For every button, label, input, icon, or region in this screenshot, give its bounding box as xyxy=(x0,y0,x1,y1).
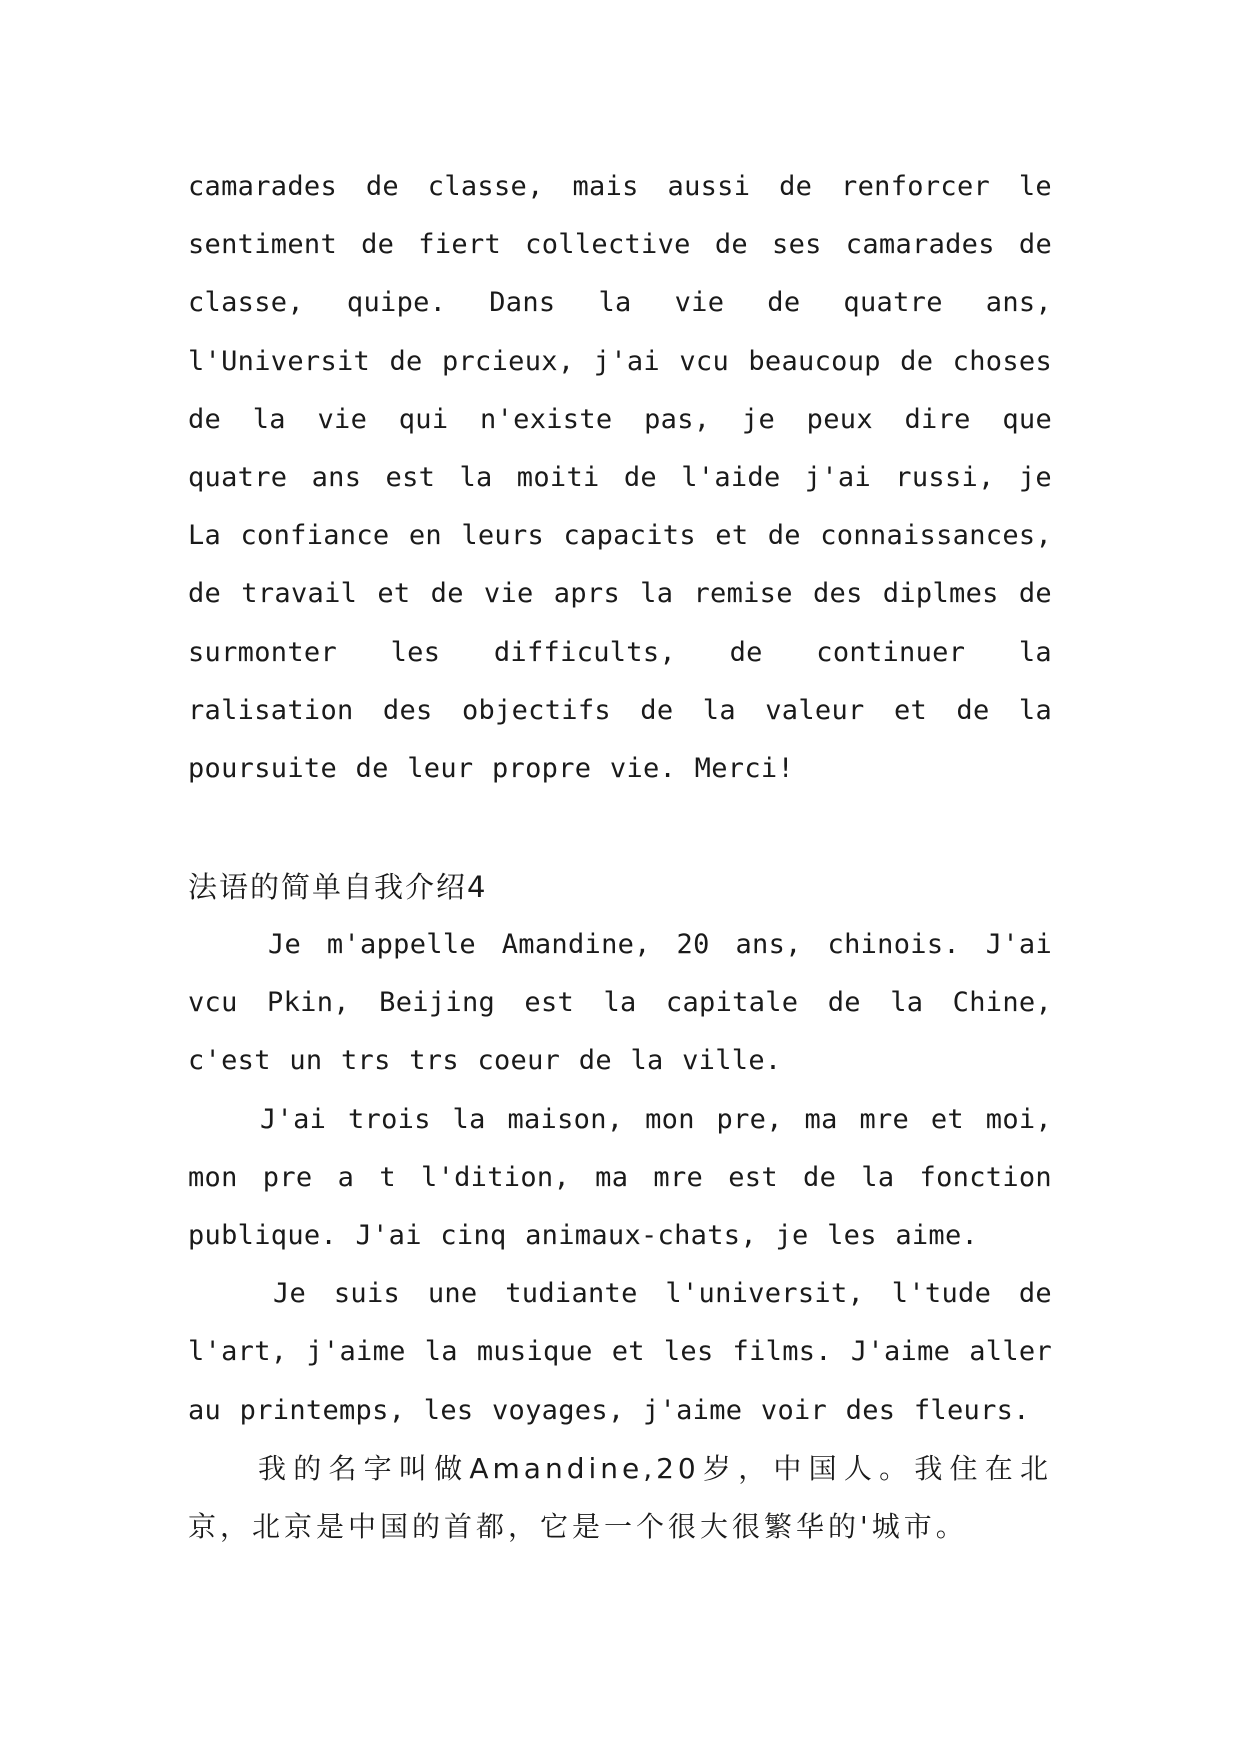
paragraph-text: camarades de classe, mais aussi de renforcer le sentiment de fiert collective de ses camarades de classe, quipe. Dans la vie de quatre ans, l'Universit de prcieux, j'ai vcu beaucoup de choses de la vie qui n'existe pas, je peux dire que quatre ans est la moiti de l'aide j'ai russi, je La confiance en leurs capacits et de connaissances, de travail et de vie aprs la remise des diplmes de surmonter les difficults, de continuer la ralisation des objectifs de la valeur et de la poursuite de leur propre vie. Merci! xyxy=(188,171,1052,785)
section-body xyxy=(188,916,1052,1556)
paragraph-studies: Je suis une tudiante l'universit, l'tude de l'art, j'aime la musique et les films. J'aime aller au printemps, les voyages, j'aime voir des fleurs. xyxy=(188,1278,1052,1426)
continuation-paragraph xyxy=(188,158,1052,798)
paragraph-chinese: 我的名字叫做Amandine,20岁，中国人。我住在北京，北京是中国的首都，它是一个很大很繁华的'城市。 xyxy=(188,1451,1052,1544)
section-heading: 法语的简单自我介绍4 xyxy=(188,870,488,904)
paragraph-intro: Je m'appelle Amandine, 20 ans, chinois. J'ai vcu Pkin, Beijing est la capitale de la Chine, c'est un trs trs coeur de la ville. xyxy=(188,929,1052,1077)
paragraph-family: J'ai trois la maison, mon pre, ma mre et moi, mon pre a t l'dition, ma mre est de la fonction publique. J'ai cinq animaux-chats, je les aime. xyxy=(188,1103,1052,1252)
